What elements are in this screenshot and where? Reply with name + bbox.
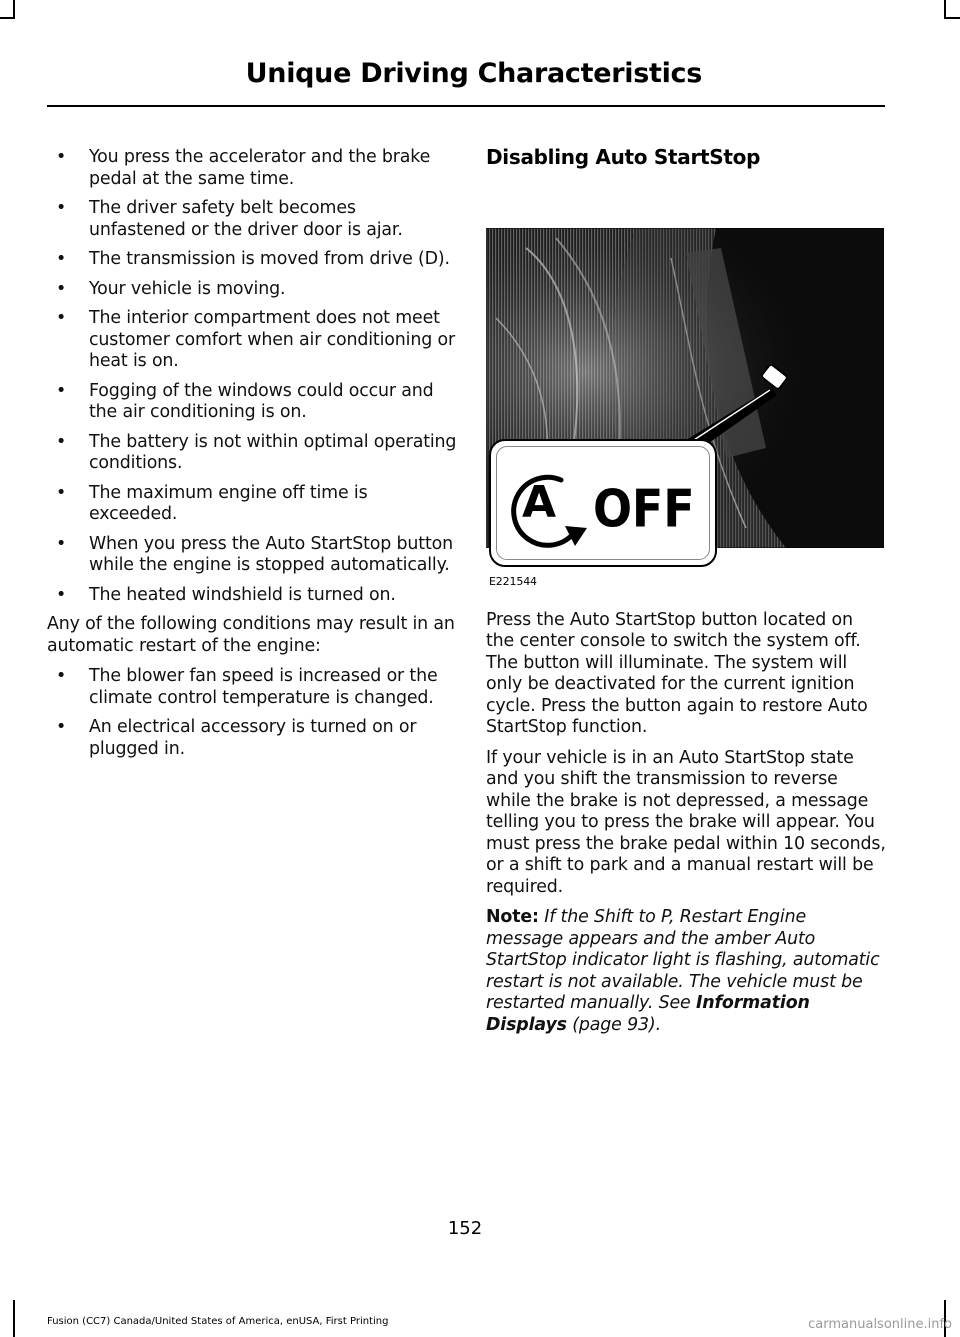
auto-startstop-figure <box>486 187 884 589</box>
button-letter: A <box>521 477 556 528</box>
note-label: Note: <box>486 907 539 927</box>
stop-conditions-list <box>47 147 457 606</box>
list-item: • An electrical accessory is turned on or plugged in. <box>47 717 457 760</box>
page-header-title: Unique Driving Characteristics <box>245 58 702 89</box>
note-end: . <box>655 1014 661 1035</box>
page-number: 152 <box>447 1218 483 1239</box>
restart-conditions-list <box>47 666 457 760</box>
list-item: • Your vehicle is moving. <box>47 279 457 301</box>
list-item: • The interior compartment does not meet customer comfort when air conditioning or heat is on. <box>47 308 457 373</box>
list-item: • The driver safety belt becomes unfastened or the driver door is ajar. <box>47 198 457 241</box>
auto-startstop-off-icon <box>489 438 717 566</box>
section-heading: Disabling Auto StartStop <box>486 145 761 169</box>
crop-mark <box>13 0 15 17</box>
left-column <box>47 147 457 768</box>
list-item: • The heated windshield is turned on. <box>47 585 457 607</box>
list-item: • The battery is not within optimal operating conditions. <box>47 432 457 475</box>
list-item: • The maximum engine off time is exceeded. <box>47 483 457 526</box>
restart-intro-paragraph: Any of the following conditions may result in an automatic restart of the engine: <box>47 614 455 656</box>
footer-printing-info: Fusion (CC7) Canada/United States of America, enUSA, First Printing <box>47 1316 389 1327</box>
crop-mark <box>944 17 960 19</box>
auto-startstop-off-button <box>489 439 717 567</box>
list-item: • You press the accelerator and the brake pedal at the same time. <box>47 147 457 190</box>
paragraph: Press the Auto StartStop button located on the center console to switch the system off. The button will illuminate. The system will only be deactivated for the current ignition cycle. Press the button again to restore Auto StartStop function. <box>486 609 868 737</box>
note-paragraph <box>486 907 886 1036</box>
list-item: • The transmission is moved from drive (D). <box>47 249 457 271</box>
list-item: • Fogging of the windows could occur and the air conditioning is on. <box>47 381 457 424</box>
paragraph: If your vehicle is in an Auto StartStop state and you shift the transmission to reverse while the brake is not depressed, a message telling you to press the brake will appear. You must press the brake pedal within 10 seconds, or a shift to park and a manual restart will be required. <box>486 747 886 897</box>
figure-id: E221544 <box>489 574 537 588</box>
watermark: carmanualsonline.info <box>808 1317 952 1332</box>
crop-mark <box>944 0 946 17</box>
list-item: • The blower fan speed is increased or the climate control temperature is changed. <box>47 666 457 709</box>
cross-reference-link[interactable]: Information Displays <box>486 993 810 1035</box>
list-item: • When you press the Auto StartStop button while the engine is stopped automatically. <box>47 534 457 577</box>
right-column <box>486 147 886 1045</box>
button-off-label: OFF <box>592 479 694 540</box>
crop-mark <box>0 17 15 19</box>
header-rule <box>47 105 885 107</box>
crop-mark <box>13 1300 15 1337</box>
note-body: If the Shift to P, Restart Engine message appears and the amber Auto StartStop indicator light is flashing, automatic restart is not available. The vehicle must be restarted manually. See <box>486 907 880 1013</box>
page-reference: (page 93) <box>572 1014 656 1035</box>
